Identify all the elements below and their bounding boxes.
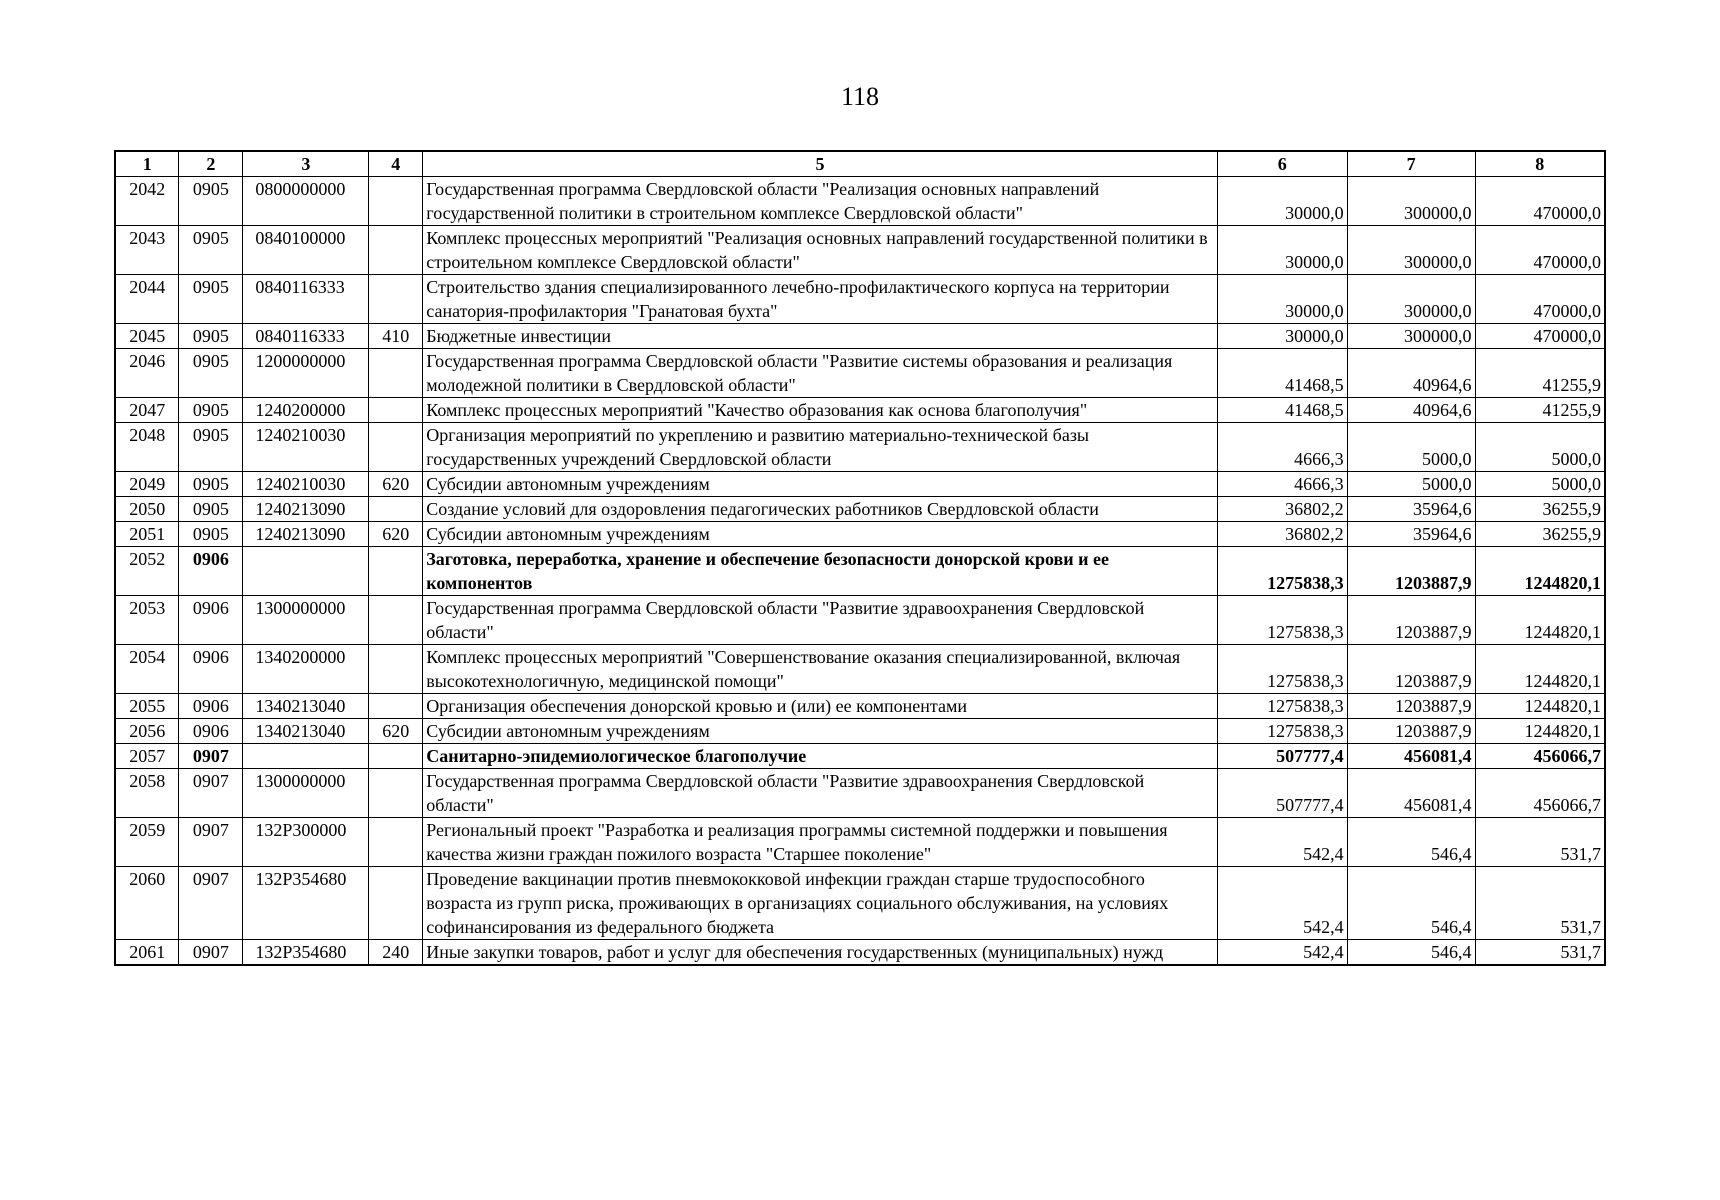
item-name: Государственная программа Свердловской области "Развитие здравоохранения Свердловской области" (423, 769, 1218, 818)
amount-year-2: 40964,6 (1347, 349, 1475, 398)
amount-year-1: 1275838,3 (1217, 694, 1347, 719)
expense-type-code (369, 423, 423, 472)
column-header: 8 (1475, 151, 1605, 177)
row-number: 2046 (115, 349, 179, 398)
amount-year-2: 1203887,9 (1347, 547, 1475, 596)
expense-type-code (369, 497, 423, 522)
amount-year-1: 30000,0 (1217, 177, 1347, 226)
expense-type-code (369, 694, 423, 719)
amount-year-1: 542,4 (1217, 867, 1347, 940)
section-code: 0905 (179, 349, 243, 398)
amount-year-1: 507777,4 (1217, 769, 1347, 818)
table-row (115, 497, 1605, 522)
target-article-code: 1240213090 (243, 522, 369, 547)
target-article-code: 0800000000 (243, 177, 369, 226)
amount-year-2: 1203887,9 (1347, 645, 1475, 694)
amount-year-2: 546,4 (1347, 940, 1475, 966)
target-article-code: 1240210030 (243, 423, 369, 472)
target-article-code (243, 744, 369, 769)
item-name: Иные закупки товаров, работ и услуг для обеспечения государственных (муниципальных) нужд (423, 940, 1218, 966)
column-header: 4 (369, 151, 423, 177)
amount-year-1: 1275838,3 (1217, 645, 1347, 694)
row-number: 2052 (115, 547, 179, 596)
target-article-code: 0840116333 (243, 324, 369, 349)
amount-year-3: 470000,0 (1475, 226, 1605, 275)
section-code: 0905 (179, 423, 243, 472)
section-code: 0905 (179, 275, 243, 324)
table-row (115, 596, 1605, 645)
item-name: Комплекс процессных мероприятий "Качество образования как основа благополучия" (423, 398, 1218, 423)
amount-year-2: 1203887,9 (1347, 694, 1475, 719)
row-number: 2044 (115, 275, 179, 324)
item-name: Создание условий для оздоровления педагогических работников Свердловской области (423, 497, 1218, 522)
row-number: 2054 (115, 645, 179, 694)
item-name: Бюджетные инвестиции (423, 324, 1218, 349)
amount-year-3: 41255,9 (1475, 398, 1605, 423)
target-article-code: 1300000000 (243, 769, 369, 818)
table-header-row (115, 151, 1605, 177)
amount-year-2: 40964,6 (1347, 398, 1475, 423)
amount-year-3: 531,7 (1475, 818, 1605, 867)
amount-year-1: 30000,0 (1217, 324, 1347, 349)
section-code: 0907 (179, 940, 243, 966)
amount-year-3: 531,7 (1475, 940, 1605, 966)
amount-year-3: 41255,9 (1475, 349, 1605, 398)
item-name: Региональный проект "Разработка и реализация программы системной поддержки и повышения качества жизни граждан пожилого возраста "Старшее поколение" (423, 818, 1218, 867)
column-header: 2 (179, 151, 243, 177)
item-name: Проведение вакцинации против пневмококковой инфекции граждан старше трудоспособного возраста из групп риска, проживающих в организациях социального обслуживания, на условиях софинансирования из федерального бюджета (423, 867, 1218, 940)
amount-year-1: 1275838,3 (1217, 547, 1347, 596)
item-name: Комплекс процессных мероприятий "Совершенствование оказания специализированной, включая высокотехнологичную, медицинской помощи" (423, 645, 1218, 694)
item-name: Субсидии автономным учреждениям (423, 472, 1218, 497)
section-code: 0905 (179, 497, 243, 522)
table-row (115, 324, 1605, 349)
amount-year-3: 456066,7 (1475, 744, 1605, 769)
expense-type-code (369, 769, 423, 818)
section-code: 0905 (179, 177, 243, 226)
row-number: 2049 (115, 472, 179, 497)
row-number: 2047 (115, 398, 179, 423)
amount-year-3: 1244820,1 (1475, 694, 1605, 719)
row-number: 2048 (115, 423, 179, 472)
amount-year-2: 456081,4 (1347, 769, 1475, 818)
amount-year-2: 300000,0 (1347, 177, 1475, 226)
column-header: 6 (1217, 151, 1347, 177)
amount-year-2: 5000,0 (1347, 423, 1475, 472)
amount-year-3: 470000,0 (1475, 275, 1605, 324)
target-article-code: 0840100000 (243, 226, 369, 275)
table-row (115, 940, 1605, 966)
amount-year-1: 1275838,3 (1217, 596, 1347, 645)
amount-year-3: 470000,0 (1475, 177, 1605, 226)
section-code: 0907 (179, 769, 243, 818)
table-row (115, 423, 1605, 472)
section-code: 0905 (179, 522, 243, 547)
table-row (115, 818, 1605, 867)
amount-year-2: 456081,4 (1347, 744, 1475, 769)
row-number: 2059 (115, 818, 179, 867)
amount-year-2: 546,4 (1347, 818, 1475, 867)
section-code: 0906 (179, 547, 243, 596)
expense-type-code (369, 547, 423, 596)
amount-year-3: 470000,0 (1475, 324, 1605, 349)
item-name: Государственная программа Свердловской области "Развитие системы образования и реализация молодежной политики в Свердловской области" (423, 349, 1218, 398)
expense-type-code (369, 226, 423, 275)
amount-year-3: 1244820,1 (1475, 596, 1605, 645)
target-article-code: 1340200000 (243, 645, 369, 694)
expense-type-code (369, 349, 423, 398)
amount-year-1: 1275838,3 (1217, 719, 1347, 744)
amount-year-1: 41468,5 (1217, 398, 1347, 423)
amount-year-3: 1244820,1 (1475, 645, 1605, 694)
row-number: 2061 (115, 940, 179, 966)
section-code: 0905 (179, 398, 243, 423)
target-article-code: 132Р300000 (243, 818, 369, 867)
amount-year-1: 36802,2 (1217, 522, 1347, 547)
amount-year-2: 300000,0 (1347, 324, 1475, 349)
target-article-code: 0840116333 (243, 275, 369, 324)
row-number: 2043 (115, 226, 179, 275)
column-header: 1 (115, 151, 179, 177)
amount-year-2: 300000,0 (1347, 226, 1475, 275)
amount-year-1: 41468,5 (1217, 349, 1347, 398)
expense-type-code (369, 596, 423, 645)
expense-type-code (369, 645, 423, 694)
table-row (115, 349, 1605, 398)
target-article-code: 1200000000 (243, 349, 369, 398)
target-article-code: 1300000000 (243, 596, 369, 645)
amount-year-2: 1203887,9 (1347, 719, 1475, 744)
amount-year-2: 546,4 (1347, 867, 1475, 940)
item-name: Субсидии автономным учреждениям (423, 522, 1218, 547)
row-number: 2058 (115, 769, 179, 818)
amount-year-1: 507777,4 (1217, 744, 1347, 769)
expense-type-code (369, 818, 423, 867)
page-number: 118 (840, 82, 880, 111)
amount-year-1: 542,4 (1217, 818, 1347, 867)
row-number: 2056 (115, 719, 179, 744)
section-code: 0905 (179, 472, 243, 497)
amount-year-3: 36255,9 (1475, 522, 1605, 547)
target-article-code: 1240200000 (243, 398, 369, 423)
table-row (115, 226, 1605, 275)
expense-type-code (369, 398, 423, 423)
section-code: 0907 (179, 744, 243, 769)
column-header: 5 (423, 151, 1218, 177)
row-number: 2045 (115, 324, 179, 349)
expense-type-code: 240 (369, 940, 423, 966)
section-code: 0906 (179, 645, 243, 694)
amount-year-3: 1244820,1 (1475, 719, 1605, 744)
amount-year-3: 5000,0 (1475, 423, 1605, 472)
table-row (115, 398, 1605, 423)
expense-type-code (369, 867, 423, 940)
item-name: Субсидии автономным учреждениям (423, 719, 1218, 744)
column-header: 3 (243, 151, 369, 177)
item-name: Организация обеспечения донорской кровью и (или) ее компонентами (423, 694, 1218, 719)
amount-year-1: 4666,3 (1217, 472, 1347, 497)
amount-year-1: 542,4 (1217, 940, 1347, 966)
table-row (115, 275, 1605, 324)
section-code: 0905 (179, 226, 243, 275)
row-number: 2057 (115, 744, 179, 769)
table-row (115, 547, 1605, 596)
amount-year-3: 456066,7 (1475, 769, 1605, 818)
row-number: 2051 (115, 522, 179, 547)
table-row (115, 867, 1605, 940)
budget-table (114, 150, 1606, 966)
amount-year-2: 1203887,9 (1347, 596, 1475, 645)
item-name: Организация мероприятий по укреплению и развитию материально-технической базы государственных учреждений Свердловской области (423, 423, 1218, 472)
expense-type-code: 620 (369, 472, 423, 497)
row-number: 2042 (115, 177, 179, 226)
row-number: 2060 (115, 867, 179, 940)
amount-year-2: 35964,6 (1347, 522, 1475, 547)
table-row (115, 744, 1605, 769)
table-row (115, 177, 1605, 226)
target-article-code: 1240210030 (243, 472, 369, 497)
column-header: 7 (1347, 151, 1475, 177)
item-name: Заготовка, переработка, хранение и обеспечение безопасности донорской крови и ее компонентов (423, 547, 1218, 596)
section-code: 0907 (179, 818, 243, 867)
item-name: Санитарно-эпидемиологическое благополучие (423, 744, 1218, 769)
row-number: 2053 (115, 596, 179, 645)
amount-year-1: 30000,0 (1217, 275, 1347, 324)
section-code: 0906 (179, 719, 243, 744)
amount-year-3: 1244820,1 (1475, 547, 1605, 596)
section-code: 0907 (179, 867, 243, 940)
section-code: 0906 (179, 596, 243, 645)
expense-type-code (369, 744, 423, 769)
row-number: 2050 (115, 497, 179, 522)
amount-year-2: 35964,6 (1347, 497, 1475, 522)
amount-year-1: 4666,3 (1217, 423, 1347, 472)
table-row (115, 694, 1605, 719)
target-article-code: 1340213040 (243, 719, 369, 744)
amount-year-3: 5000,0 (1475, 472, 1605, 497)
table-row (115, 472, 1605, 497)
amount-year-3: 36255,9 (1475, 497, 1605, 522)
row-number: 2055 (115, 694, 179, 719)
expense-type-code: 410 (369, 324, 423, 349)
item-name: Государственная программа Свердловской области "Реализация основных направлений государственной политики в строительном комплексе Свердловской области" (423, 177, 1218, 226)
table-row (115, 769, 1605, 818)
target-article-code: 1240213090 (243, 497, 369, 522)
target-article-code: 132Р354680 (243, 940, 369, 966)
target-article-code (243, 547, 369, 596)
amount-year-2: 300000,0 (1347, 275, 1475, 324)
expense-type-code: 620 (369, 522, 423, 547)
section-code: 0905 (179, 324, 243, 349)
expense-type-code (369, 177, 423, 226)
target-article-code: 132Р354680 (243, 867, 369, 940)
target-article-code: 1340213040 (243, 694, 369, 719)
table-row (115, 645, 1605, 694)
item-name: Строительство здания специализированного лечебно-профилактического корпуса на территории санатория-профилактория "Гранатовая бухта" (423, 275, 1218, 324)
expense-type-code: 620 (369, 719, 423, 744)
table-row (115, 522, 1605, 547)
amount-year-3: 531,7 (1475, 867, 1605, 940)
amount-year-2: 5000,0 (1347, 472, 1475, 497)
amount-year-1: 30000,0 (1217, 226, 1347, 275)
item-name: Комплекс процессных мероприятий "Реализация основных направлений государственной политики в строительном комплексе Свердловской области" (423, 226, 1218, 275)
section-code: 0906 (179, 694, 243, 719)
amount-year-1: 36802,2 (1217, 497, 1347, 522)
expense-type-code (369, 275, 423, 324)
table-row (115, 719, 1605, 744)
item-name: Государственная программа Свердловской области "Развитие здравоохранения Свердловской области" (423, 596, 1218, 645)
